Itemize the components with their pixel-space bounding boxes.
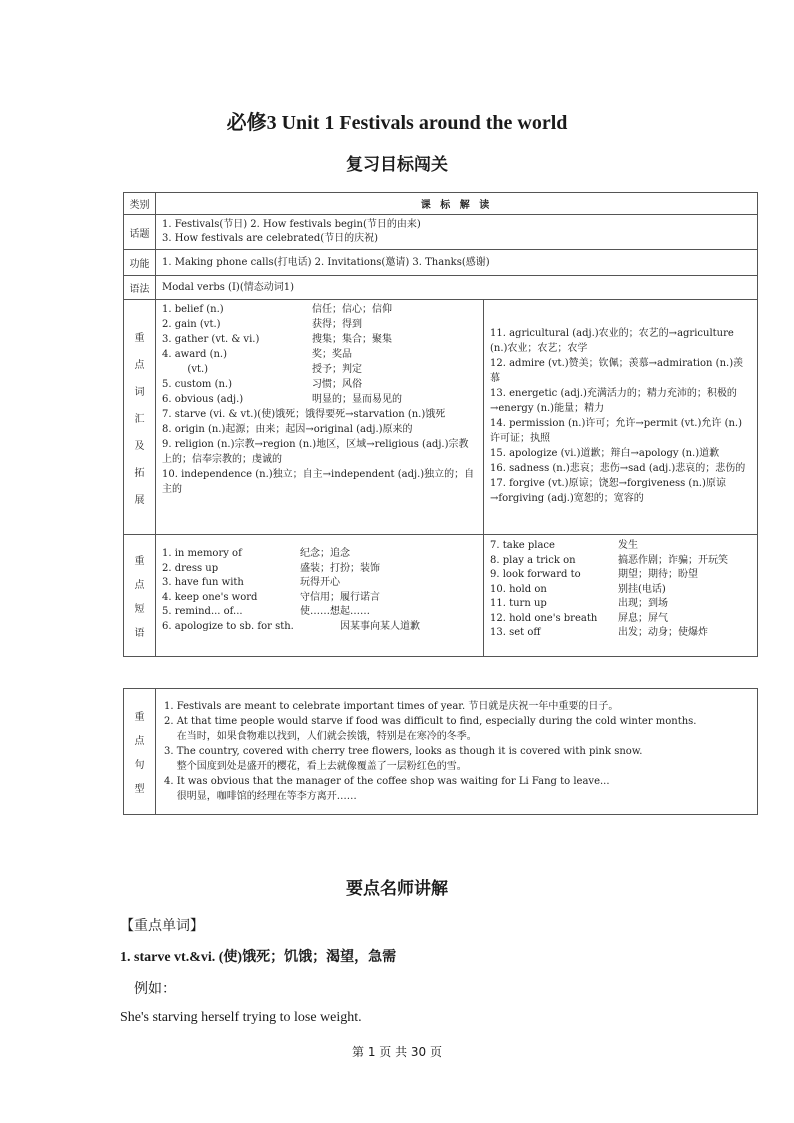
phrase-item: 9. look forward to 期望；期待；盼望 [490, 569, 698, 580]
sentence-line: 很明显，咖啡馆的经理在等李方离开…… [164, 791, 357, 802]
row-category-function: 功能 [124, 250, 156, 276]
row-category-phrases: 重 点 短 语 [124, 535, 156, 657]
vocab-item: 14. permission (n.)许可；允许→permit (vt.)允许 (n.)许可证；执照 [490, 418, 742, 444]
phrases-right-column [484, 535, 758, 657]
sentence-line: 在当时，如果食物难以找到，人们就会挨饿，特别是在寒冷的冬季。 [164, 731, 477, 742]
row-content-function: 1. Making phone calls(打电话) 2. Invitations(邀请) 3. Thanks(感谢) [156, 250, 758, 276]
sentence-line: 4. It was obvious that the manager of the coffee shop was waiting for Li Fang to leave... [164, 776, 610, 787]
phrase-item: 8. play a trick on 搞恶作剧；诈骗；开玩笑 [490, 554, 728, 566]
vocab-item: 8. origin (n.)起源；由来；起因→original (adj.)原来的 [162, 424, 413, 435]
phrase-item: 11. turn up 出现；到场 [490, 598, 668, 609]
vocab-item: 17. forgive (vt.)原谅；饶恕→forgiveness (n.)原谅→forgiving (adj.)宽恕的；宽容的 [490, 478, 726, 504]
page-footer: 第 1 页 共 30 页 [352, 1045, 442, 1059]
sentence-table [123, 688, 758, 815]
vocab-item: 7. starve (vi. & vt.)(使)饿死；饿得要死→starvation (n.)饿死 [162, 409, 446, 420]
phrases-left-column [156, 535, 484, 657]
vocab-item: 9. religion (n.)宗教→region (n.)地区，区域→religious (adj.)宗教上的；信奉宗教的；虔诚的 [162, 439, 469, 465]
vocab-left-column [156, 300, 484, 535]
page-title: 必修3 Unit 1 Festivals around the world [226, 112, 568, 134]
table-header-category: 类别 [124, 193, 156, 215]
phrase-item: 12. hold one's breath 屏息；屏气 [490, 612, 668, 624]
row-category-topic: 话题 [124, 215, 156, 250]
review-table [123, 192, 758, 657]
vocab-item: 6. obvious (adj.) 明显的；显而易见的 [162, 394, 402, 405]
phrase-item: 1. in memory of 纪念；追念 [162, 548, 350, 559]
example-label: 例如： [134, 981, 176, 997]
vocab-item: (vt.) 授予；判定 [162, 364, 362, 375]
row-category-sentences: 重 点 句 型 [124, 689, 156, 815]
row-content-grammar: Modal verbs (Ⅰ)(情态动词1) [156, 276, 758, 300]
phrase-item: 3. have fun with 玩得开心 [162, 577, 340, 588]
vocab-right-column [484, 300, 758, 535]
page-subtitle: 复习目标闯关 [346, 155, 448, 175]
vocab-item: 16. sadness (n.)悲哀；悲伤→sad (adj.)悲哀的；悲伤的 [490, 463, 746, 474]
sentence-line: 整个国度到处是盛开的樱花，看上去就像覆盖了一层粉红色的雪。 [164, 761, 467, 772]
sentence-list [156, 689, 758, 815]
sentence-line: 2. At that time people would starve if food was difficult to find, especially during the cold winter months. [164, 716, 697, 727]
vocab-item: 5. custom (n.) 习惯；风俗 [162, 379, 362, 390]
vocab-item: 11. agricultural (adj.)农业的；农艺的→agriculture (n.)农业；农艺；农学 [490, 328, 734, 354]
vocab-item: 4. award (n.) 奖；奖品 [162, 349, 352, 360]
example-sentence: She's starving herself trying to lose weight. [120, 1010, 362, 1025]
vocab-item: 2. gain (vt.) 获得；得到 [162, 319, 362, 330]
vocab-item: 3. gather (vt. & vi.) 搜集；集合；聚集 [162, 334, 392, 345]
table-header-content: 课 标 解 读 [156, 193, 758, 215]
sentence-line: 3. The country, covered with cherry tree flowers, looks as though it is covered with pink snow. [164, 746, 643, 757]
phrase-item: 6. apologize to sb. for sth. 因某事向某人道歉 [162, 620, 420, 632]
topic-line: 3. How festivals are celebrated(节日的庆祝) [162, 233, 379, 244]
phrase-item: 5. remind... of... 使……想起…… [162, 606, 370, 617]
vocab-item: 15. apologize (vi.)道歉；辩白→apology (n.)道歉 [490, 448, 720, 459]
row-category-grammar: 语法 [124, 276, 156, 300]
vocab-item: 1. belief (n.) 信任；信心；信仰 [162, 304, 392, 315]
vocab-item: 12. admire (vt.)赞美；钦佩；羡慕→admiration (n.)羡慕 [490, 358, 744, 384]
vocab-item: 13. energetic (adj.)充满活力的；精力充沛的；积极的→energy (n.)能量；精力 [490, 388, 737, 414]
section-tag: 【重点单词】 [120, 918, 204, 934]
phrase-item: 2. dress up 盛装；打扮；装饰 [162, 562, 380, 574]
phrase-item: 4. keep one's word 守信用；履行诺言 [162, 591, 380, 603]
phrase-item: 13. set off 出发；动身；使爆炸 [490, 627, 708, 638]
phrase-item: 10. hold on 别挂(电话) [490, 583, 666, 595]
row-content-topic [156, 215, 758, 250]
section-title: 要点名师讲解 [346, 879, 448, 899]
phrase-item: 7. take place 发生 [490, 540, 638, 551]
sentence-line: 1. Festivals are meant to celebrate important times of year. 节日就是庆祝一年中重要的日子。 [164, 701, 619, 712]
vocab-item: 10. independence (n.)独立；自主→independent (adj.)独立的；自主的 [162, 469, 475, 495]
word-entry: 1. starve vt.&vi. (使)饿死；饥饿；渴望，急需 [120, 950, 397, 965]
row-category-vocabulary: 重 点 词 汇 及 拓 展 [124, 300, 156, 535]
topic-line: 1. Festivals(节日) 2. How festivals begin(节日的由来) [162, 219, 421, 230]
